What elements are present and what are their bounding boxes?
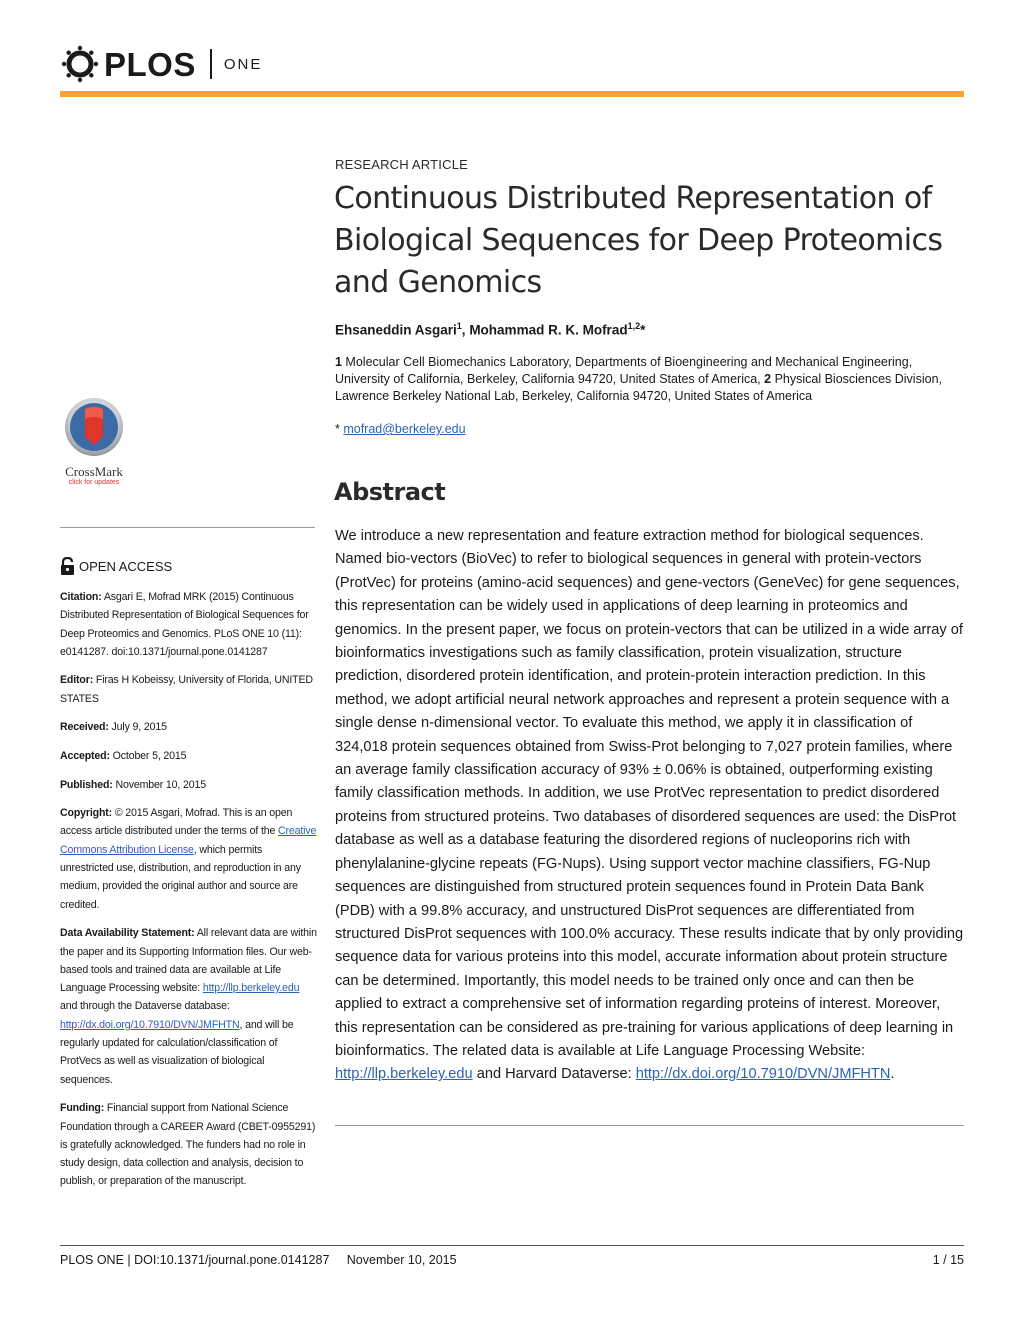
logo-wordmark: PLOS [104,45,196,83]
affiliation-number: 2 [764,372,772,386]
data-availability-block [60,924,318,1089]
sidebar-divider [60,527,315,528]
author-separator: , [461,322,470,338]
abstract-paragraph-mid: and Harvard Dataverse: [472,1066,636,1083]
footer-citation [60,1253,457,1267]
author-name[interactable]: Mohammad R. K. Mofrad [469,322,628,338]
published-block [60,776,318,794]
copyright-label: Copyright: [60,807,113,820]
funding-block [60,1099,318,1190]
corresponding-email-link[interactable]: mofrad@berkeley.edu [343,422,466,436]
copyright-text-end: , which permits unrestricted use, distribution, and reproduction in any medium, provided the original author and source are credited. [60,843,301,911]
crossmark-badge[interactable] [58,397,130,486]
citation-label: Citation: [60,591,102,603]
funding-text: Financial support from National Science Foundation through a CAREER Award (CBET-0955291) is gratefully acknowledged. The funders had no role in study design, data collection and analysis, decision to publish, or preparation of the manuscript. [60,1102,316,1188]
dataverse-link[interactable]: http://dx.doi.org/10.7910/DVN/JMFHTN [635,1066,891,1083]
footer-journal-doi: PLOS ONE | DOI:10.1371/journal.pone.0141287 [60,1253,330,1267]
accepted-date: October 5, 2015 [109,749,187,762]
affiliation-text: Molecular Cell Biomechanics Laboratory, Departments of Bioengineering and Mechanical Engineering, University of California, Berkeley, California 94720, United States of America, [335,355,913,386]
crossmark-label: CrossMark [65,464,123,479]
data-availability-text-end: , and will be regularly updated for calculation/classification of ProtVecs as well as visualization of biological sequences. [60,1018,294,1086]
affiliation-number: 1 [335,355,342,369]
author-list [335,321,645,338]
corresponding-author-marker: * [640,322,646,338]
llp-website-link[interactable]: http://llp.berkeley.edu [335,1066,473,1083]
editor-block [60,671,318,708]
data-availability-label: Data Availability Statement: [60,927,195,940]
data-availability-text: All relevant data are within the paper and its Supporting Information files. Our web-based tools and trained data are available at Life Language Processing website: [60,927,317,995]
copyright-block [60,804,318,914]
article-metadata [60,588,318,1201]
open-access-label: OPEN ACCESS [79,558,173,574]
affiliations [335,354,955,405]
corresponding-email-line [335,422,466,436]
affiliation-text: Physical Biosciences Division, Lawrence Berkeley National Lab, Berkeley, California 94720, United States of America [335,372,942,403]
abstract-text [335,525,965,1087]
author-affiliation-marker: 1,2 [627,321,641,331]
open-access-badge [60,557,172,575]
published-date: November 10, 2015 [112,778,206,791]
abstract-paragraph-end: . [890,1066,895,1083]
accepted-label: Accepted: [60,749,110,762]
logo-divider [210,49,212,79]
abstract-heading: Abstract [334,478,446,506]
citation-text: Asgari E, Mofrad MRK (2015) Continuous Distributed Representation of Biological Sequences for Deep Proteomics and Genomics. PLoS ONE 10 (11): e0141287. doi:10.1371/journal.pone.0141287 [60,591,309,658]
corresponding-star: * [335,422,344,436]
crossmark-sublabel: click for updates [68,479,120,486]
received-label: Received: [60,721,109,734]
article-type-label: RESEARCH ARTICLE [335,157,468,172]
crossmark-icon [63,397,125,457]
received-block [60,718,318,736]
data-availability-text-mid: and through the Dataverse database: [60,1000,230,1013]
logo-journal-name: ONE [223,55,263,73]
received-date: July 9, 2015 [108,721,167,734]
article-title: Continuous Distributed Representation of Biological Sequences for Deep Proteomics and Genomics [334,181,943,300]
llp-website-link[interactable]: http://llp.berkeley.edu [202,982,300,995]
footer-date: November 10, 2015 [346,1253,457,1267]
plos-one-logo[interactable] [60,44,262,84]
published-label: Published: [60,778,113,791]
author-name[interactable]: Ehsaneddin Asgari [335,322,457,338]
funding-label: Funding: [60,1102,105,1115]
dataverse-link[interactable]: http://dx.doi.org/10.7910/DVN/JMFHTN [60,1018,240,1031]
footer-divider [60,1245,964,1246]
plos-logo-mark-icon [60,44,100,84]
editor-label: Editor: [60,674,94,687]
open-lock-icon [60,557,75,575]
accepted-block [60,747,318,765]
license-link[interactable]: Creative Commons Attribution License [60,825,317,856]
copyright-text: © 2015 Asgari, Mofrad. This is an open access article distributed under the terms of the [60,807,293,838]
header-accent-rule [60,91,964,97]
citation-block [60,588,318,661]
author-affiliation-marker: 1 [456,321,462,331]
abstract-paragraph: We introduce a new representation and feature extraction method for biological sequences. Named bio-vectors (BioVec) to refer to biological sequences in general with protein-vectors (ProtVec) for proteins (amino-acid sequences) and gene-vectors (GeneVec) for gene sequences, this representation can be widely used in applications of deep learning in proteomics and genomics. In the present paper, we focus on protein-vectors that can be utilized in a wide array of bioinformatics investigations such as family classification, protein visualization, structure prediction, disordered protein identification, and protein-protein interaction prediction. In this method, we adopt artificial neural network approaches and represent a protein sequence with a single dense n-dimensional vector. To evaluate this method, we apply it in classification of 324,018 protein sequences obtained from Swiss-Prot belonging to 7,027 protein families, where an average family classification accuracy of 93% ± 0.06% is obtained, outperforming existing family classification methods. In addition, we use ProtVec representation to predict disordered proteins from structured proteins. Two databases of disordered sequences are used: the DisProt database as well as a database featuring the disordered regions of nucleoporins rich with phenylalanine-glycine repeats (FG-Nups). Using support vector machine classifiers, FG-Nup sequences are distinguished from structured protein sequences found in Protein Data Bank (PDB) with a 99.8% accuracy, and unstructured DisProt sequences are differentiated from structured DisProt sequences with 100.0% accuracy. These results indicate that by only providing sequence data for various proteins into this model, accurate information about protein structure can be determined. Importantly, this model needs to be trained only once and can then be applied to extract a comprehensive set of information regarding proteins of interest. Moreover, this representation can be considered as pre-training for various applications of deep learning in bioinformatics. The related data is available at Life Language Processing Website: [335,528,964,1059]
editor-text: Firas H Kobeissy, University of Florida, UNITED STATES [60,674,313,705]
abstract-divider [335,1125,964,1126]
page-number: 1 / 15 [932,1253,964,1267]
